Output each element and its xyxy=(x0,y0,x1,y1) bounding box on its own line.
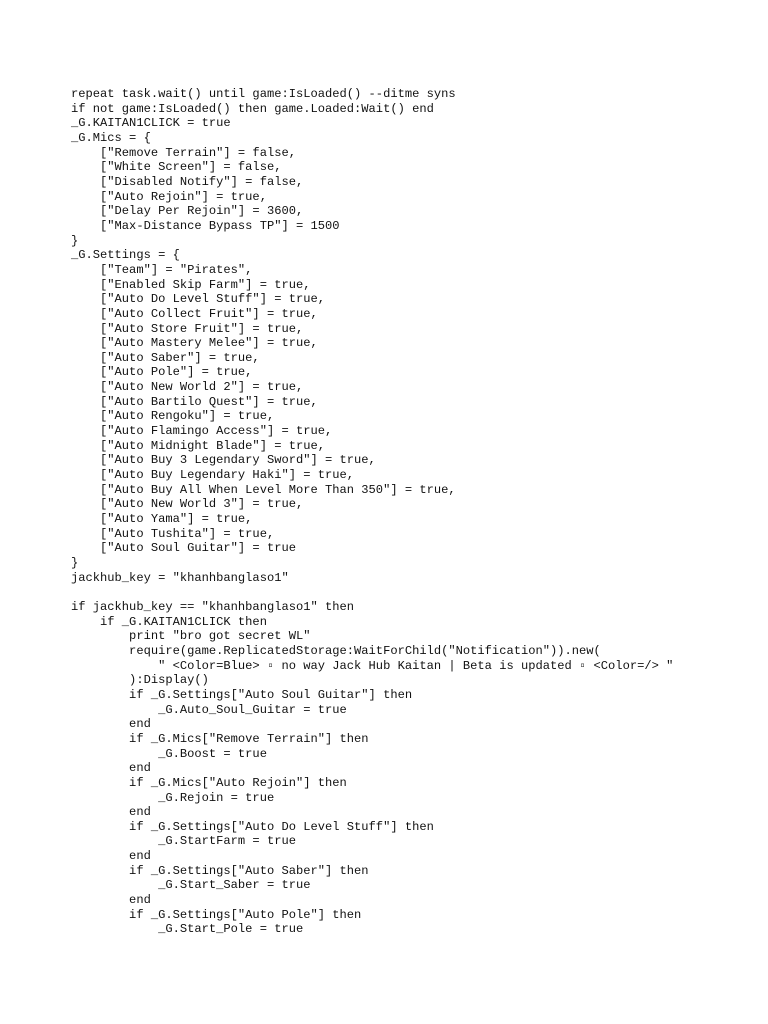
code-line: if _G.Mics["Auto Rejoin"] then xyxy=(71,775,347,790)
code-line: end xyxy=(71,761,151,776)
code-line: ["Auto Rejoin"] = true, xyxy=(71,189,267,204)
code-line: } xyxy=(71,556,79,570)
code-line: if not game:IsLoaded() then game.Loaded:Wait() end xyxy=(71,101,434,116)
code-line: ["Auto Tushita"] = true, xyxy=(71,526,275,541)
code-line: ["Auto Rengoku"] = true, xyxy=(71,409,275,424)
code-line: ["Remove Terrain"] = false, xyxy=(71,145,296,160)
code-line: end xyxy=(71,805,151,820)
code-line: _G.Start_Saber = true xyxy=(71,878,311,893)
code-line: ["Auto Do Level Stuff"] = true, xyxy=(71,292,326,307)
code-line: ["Auto Buy Legendary Haki"] = true, xyxy=(71,468,355,483)
code-line: if _G.Settings["Auto Do Level Stuff"] then xyxy=(71,819,434,834)
code-line: ["Team"] = "Pirates", xyxy=(71,262,253,277)
code-line: if _G.Mics["Remove Terrain"] then xyxy=(71,731,369,746)
code-line: end xyxy=(71,717,151,732)
code-line: end xyxy=(71,893,151,908)
code-line: _G.Boost = true xyxy=(71,746,267,761)
code-line: if _G.KAITAN1CLICK then xyxy=(71,614,267,629)
code-line: ["Enabled Skip Farm"] = true, xyxy=(71,277,311,292)
code-line: ["Auto Midnight Blade"] = true, xyxy=(71,438,326,453)
code-line: ["White Screen"] = false, xyxy=(71,160,282,175)
code-line: ["Max-Distance Bypass TP"] = 1500 xyxy=(71,218,340,233)
code-line: ["Delay Per Rejoin"] = 3600, xyxy=(71,204,304,219)
code-line: _G.Auto_Soul_Guitar = true xyxy=(71,702,347,717)
code-line: ):Display() xyxy=(71,673,209,688)
code-line: _G.Start_Pole = true xyxy=(71,922,304,937)
code-line: ["Auto Bartilo Quest"] = true, xyxy=(71,394,318,409)
code-line: ["Auto Flamingo Access"] = true, xyxy=(71,424,333,439)
code-line: repeat task.wait() until game:IsLoaded() --ditme syns xyxy=(71,87,456,101)
code-line: ["Auto Pole"] = true, xyxy=(71,365,253,380)
code-line: ["Auto Soul Guitar"] = true xyxy=(71,541,296,556)
code-line: ["Auto Saber"] = true, xyxy=(71,350,260,365)
code-line: if _G.Settings["Auto Soul Guitar"] then xyxy=(71,687,413,702)
code-block xyxy=(71,87,761,937)
code-line: ["Auto Buy All When Level More Than 350"] = true, xyxy=(71,482,456,497)
code-line: ["Auto Mastery Melee"] = true, xyxy=(71,336,318,351)
code-line: ["Auto Buy 3 Legendary Sword"] = true, xyxy=(71,453,376,468)
code-line: ["Auto Collect Fruit"] = true, xyxy=(71,306,318,321)
code-line: if jackhub_key == "khanhbanglaso1" then xyxy=(71,599,355,614)
code-line: ["Auto Store Fruit"] = true, xyxy=(71,321,304,336)
code-line: _G.KAITAN1CLICK = true xyxy=(71,116,231,131)
code-line: _G.Settings = { xyxy=(71,248,180,263)
code-line: ["Auto Yama"] = true, xyxy=(71,512,253,527)
code-line: } xyxy=(71,233,79,248)
code-line: require(game.ReplicatedStorage:WaitForChild("Notification")).new( xyxy=(71,643,601,658)
code-line: _G.Mics = { xyxy=(71,130,151,145)
code-line: ["Auto New World 3"] = true, xyxy=(71,497,304,512)
code-line: if _G.Settings["Auto Pole"] then xyxy=(71,907,362,922)
code-line: end xyxy=(71,849,151,864)
code-line: ["Auto New World 2"] = true, xyxy=(71,380,304,395)
code-line xyxy=(71,585,761,600)
code-line: " <Color=Blue> ▫ no way Jack Hub Kaitan | Beta is updated ▫ <Color=/> " xyxy=(71,658,674,673)
code-line: _G.StartFarm = true xyxy=(71,834,296,849)
code-line: ["Disabled Notify"] = false, xyxy=(71,174,304,189)
code-line: print "bro got secret WL" xyxy=(71,629,311,644)
code-line: _G.Rejoin = true xyxy=(71,790,275,805)
code-line: jackhub_key = "khanhbanglaso1" xyxy=(71,570,289,585)
code-line: if _G.Settings["Auto Saber"] then xyxy=(71,863,369,878)
document-page xyxy=(71,87,761,937)
